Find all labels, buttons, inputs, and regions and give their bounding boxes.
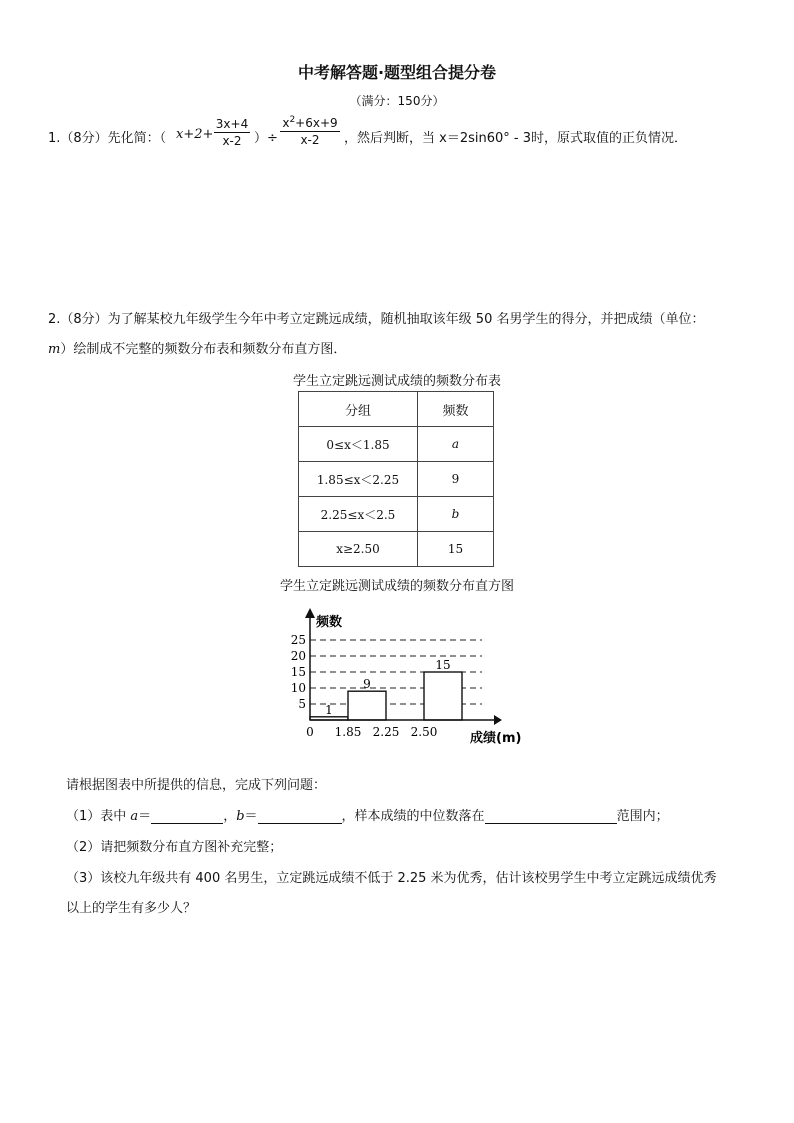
page-title: 中考解答题·题型组合提分卷 (297, 63, 497, 82)
q2-line-1: 2.（8分）为了解某校九年级学生今年中考立定跳远成绩，随机抽取该年级 50 名男学生的得分，并把成绩（单位： (48, 312, 705, 327)
q1-fraction-1-numerator: 3x+4 (215, 117, 249, 131)
sub-question-prompt: 请根据图表中所提供的信息，完成下列问题： (66, 778, 327, 793)
sub-question-3: （3）该校九年级共有 400 名男生，立定跳远成绩不低于 2.25 米为优秀，估计该校男学生中考立定跳远成绩优秀 (66, 871, 717, 886)
y-tick-label: 15 (290, 665, 306, 679)
q1-inner: x+2+ (176, 127, 214, 142)
bar-value-label: 9 (363, 677, 371, 692)
table-cell-frequency: 15 (418, 532, 494, 567)
q1-fraction-2-numerator (280, 112, 340, 131)
question-2-stem (48, 305, 768, 365)
x-axis-arrow-icon (494, 715, 502, 725)
y-tick-label: 10 (290, 681, 306, 695)
q1-suffix: ，然后判断，当 x＝2sin60° - 3时，原式取值的正负情况． (344, 131, 687, 146)
histogram-bar (348, 691, 386, 720)
table-row (299, 462, 494, 497)
q1-fraction-1 (214, 116, 250, 149)
table-header-group: 分组 (299, 392, 418, 427)
table-cell-group: 2.25≤x＜2.5 (299, 497, 418, 532)
table-cell-group: 1.85≤x＜2.25 (299, 462, 418, 497)
q1-f2-x: x (282, 116, 290, 130)
table-cell-frequency: b (418, 497, 494, 532)
bar-value-label: 1 (325, 702, 333, 717)
sub-question-3-line-2: 以上的学生有多少人？ (66, 901, 197, 916)
sub1-text-b: ， (223, 809, 237, 824)
q1-fraction-2 (280, 112, 340, 148)
sub1-text-d: 范围内； (616, 809, 669, 824)
y-tick-label: 5 (298, 697, 306, 711)
y-tick-label: 25 (290, 633, 306, 647)
histogram-caption: 学生立定跳远测试成绩的频数分布直方图 (279, 579, 514, 594)
answer-blank-median[interactable] (485, 809, 617, 824)
bar-value-label: 15 (435, 658, 451, 672)
table-cell-group: 0≤x＜1.85 (299, 427, 418, 462)
sub1-var-a: a (130, 809, 139, 824)
page-subtitle: （满分：150分） (349, 94, 445, 108)
q1-fraction-1-denominator: x-2 (222, 134, 242, 148)
sub1-var-b: b (236, 809, 245, 824)
q1-f2-exponent: 2 (289, 115, 296, 125)
sub-question-2: （2）请把频数分布直方图补充完整； (66, 840, 283, 855)
sub1-equals-b: ＝ (244, 809, 258, 824)
q2-line-2 (48, 335, 768, 365)
x-tick-label: 1.85 (334, 725, 362, 739)
x-axis-label: 成绩(m) (470, 731, 522, 746)
q2-unit: m (48, 342, 61, 357)
x-tick-labels (306, 725, 437, 739)
answer-blank-b[interactable] (258, 809, 342, 824)
frequency-histogram (286, 604, 526, 752)
y-axis-label: 频数 (316, 615, 343, 630)
histogram-bar (424, 672, 462, 720)
sub1-equals-a: ＝ (138, 809, 152, 824)
table-row (299, 532, 494, 567)
sub1-text-a: （1）表中 (66, 809, 131, 824)
table-caption: 学生立定跳远测试成绩的频数分布表 (292, 374, 501, 389)
q1-rparen-divide: ）÷ (254, 131, 278, 146)
table-header-row (299, 392, 494, 427)
table-row (299, 427, 494, 462)
x-tick-label: 2.50 (410, 725, 438, 739)
table-header-frequency: 频数 (418, 392, 494, 427)
table-row (299, 497, 494, 532)
q1-f2-rest: +6x+9 (295, 116, 338, 130)
x-tick-label: 2.25 (372, 725, 400, 739)
x-tick-label: 0 (306, 725, 314, 739)
sub1-text-c: ，样本成绩的中位数落在 (341, 809, 485, 824)
q2-line-2-rest: ）绘制成不完整的频数分布表和频数分布直方图． (60, 342, 347, 357)
frequency-table (298, 391, 494, 567)
y-axis-arrow-icon (305, 608, 315, 618)
table-cell-group: x≥2.50 (299, 532, 418, 567)
y-tick-label: 20 (290, 649, 306, 663)
table-cell-frequency: a (418, 427, 494, 462)
q1-prefix: 1.（8分）先化简：（ (48, 131, 167, 146)
y-tick-labels (291, 633, 306, 711)
table-cell-frequency: 9 (418, 462, 494, 497)
q1-fraction-2-denominator: x-2 (300, 133, 320, 147)
answer-blank-a[interactable] (151, 809, 223, 824)
sub-question-1 (66, 805, 669, 824)
